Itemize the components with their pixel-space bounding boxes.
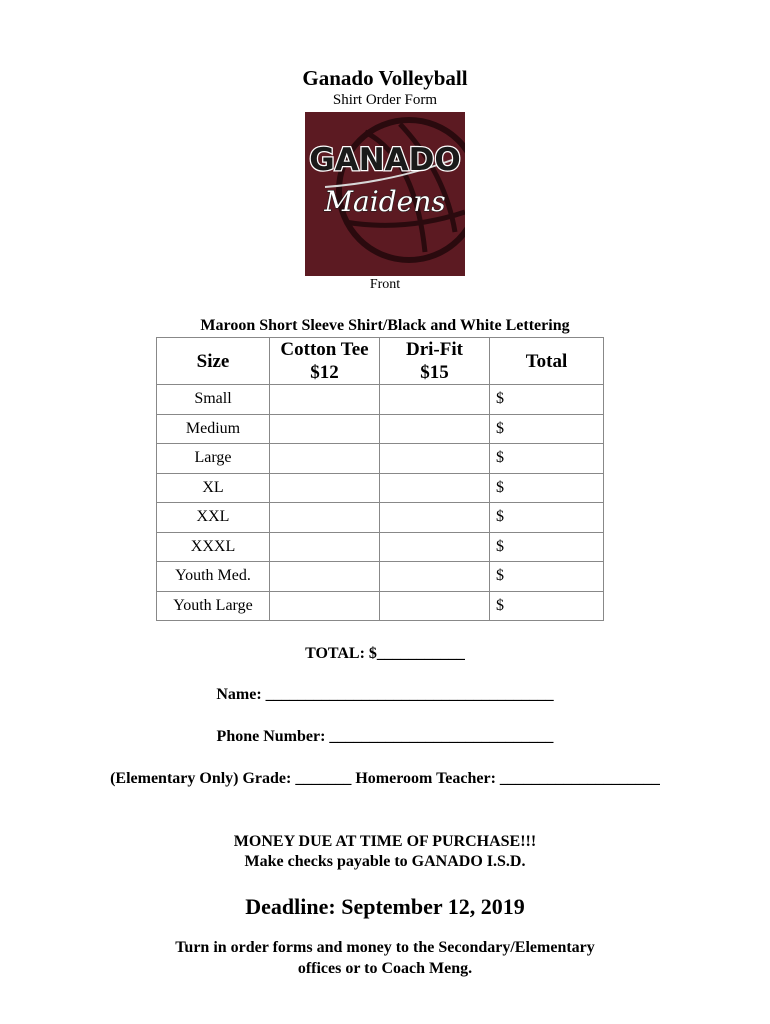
total-cell[interactable]: $ (490, 444, 604, 474)
size-cell: XL (157, 473, 270, 503)
table-caption: Maroon Short Sleeve Shirt/Black and White Lettering (200, 317, 570, 334)
size-cell: Medium (157, 414, 270, 444)
cotton-qty-cell[interactable] (270, 532, 380, 562)
checks-payable-notice: Make checks payable to GANADO I.S.D. (244, 853, 526, 870)
table-row (157, 444, 604, 474)
drifit-qty-cell[interactable] (380, 591, 490, 621)
name-field[interactable]: Name: ____________________________________ (216, 686, 554, 703)
total-cell[interactable]: $ (490, 532, 604, 562)
ganado-maidens-logo (305, 112, 465, 276)
size-cell: Small (157, 385, 270, 415)
size-cell: Large (157, 444, 270, 474)
grade-homeroom-field[interactable]: (Elementary Only) Grade: _______ Homeroom Teacher: ____________________ (110, 770, 660, 787)
table-row (157, 473, 604, 503)
total-cell[interactable]: $ (490, 503, 604, 533)
grand-total-field[interactable]: TOTAL: $___________ (305, 645, 465, 662)
logo-maidens-text: Maidens (324, 185, 446, 218)
instructions-line-2: offices or to Coach Meng. (297, 960, 473, 977)
table-row (157, 503, 604, 533)
cotton-qty-cell[interactable] (270, 473, 380, 503)
drifit-qty-cell[interactable] (380, 503, 490, 533)
form-title: Ganado Volleyball (302, 66, 468, 90)
logo-ganado-text: GANADO (309, 142, 461, 178)
drifit-qty-cell[interactable] (380, 385, 490, 415)
money-due-notice: MONEY DUE AT TIME OF PURCHASE!!! (233, 833, 537, 850)
header-dri-fit (380, 338, 490, 385)
volleyball-logo-graphic (305, 112, 465, 276)
table-header-row (157, 338, 604, 385)
dri-fit-label: Dri-Fit (406, 339, 463, 360)
cotton-tee-label: Cotton Tee (280, 339, 369, 360)
cotton-qty-cell[interactable] (270, 503, 380, 533)
header-size: Size (157, 338, 270, 385)
total-cell[interactable]: $ (490, 385, 604, 415)
table-row (157, 385, 604, 415)
header-total: Total (490, 338, 604, 385)
total-cell[interactable]: $ (490, 591, 604, 621)
drifit-qty-cell[interactable] (380, 562, 490, 592)
drifit-qty-cell[interactable] (380, 473, 490, 503)
cotton-qty-cell[interactable] (270, 414, 380, 444)
form-subtitle: Shirt Order Form (332, 92, 438, 108)
cotton-qty-cell[interactable] (270, 562, 380, 592)
drifit-qty-cell[interactable] (380, 532, 490, 562)
table-row (157, 414, 604, 444)
header-cotton-tee (270, 338, 380, 385)
instructions-line-1: Turn in order forms and money to the Secondary/Elementary (175, 939, 595, 956)
total-cell[interactable]: $ (490, 414, 604, 444)
logo-caption: Front (369, 277, 401, 292)
size-cell: XXL (157, 503, 270, 533)
size-cell: Youth Large (157, 591, 270, 621)
drifit-qty-cell[interactable] (380, 444, 490, 474)
size-cell: Youth Med. (157, 562, 270, 592)
dri-fit-price: $15 (420, 362, 449, 383)
table-row (157, 532, 604, 562)
total-cell[interactable]: $ (490, 562, 604, 592)
cotton-qty-cell[interactable] (270, 385, 380, 415)
phone-number-field[interactable]: Phone Number: ____________________________ (216, 728, 554, 745)
table-row (157, 591, 604, 621)
cotton-tee-price: $12 (310, 362, 339, 383)
total-cell[interactable]: $ (490, 473, 604, 503)
cotton-qty-cell[interactable] (270, 591, 380, 621)
cotton-qty-cell[interactable] (270, 444, 380, 474)
order-table (156, 337, 604, 621)
drifit-qty-cell[interactable] (380, 414, 490, 444)
deadline-heading: Deadline: September 12, 2019 (245, 894, 525, 919)
table-row (157, 562, 604, 592)
size-cell: XXXL (157, 532, 270, 562)
